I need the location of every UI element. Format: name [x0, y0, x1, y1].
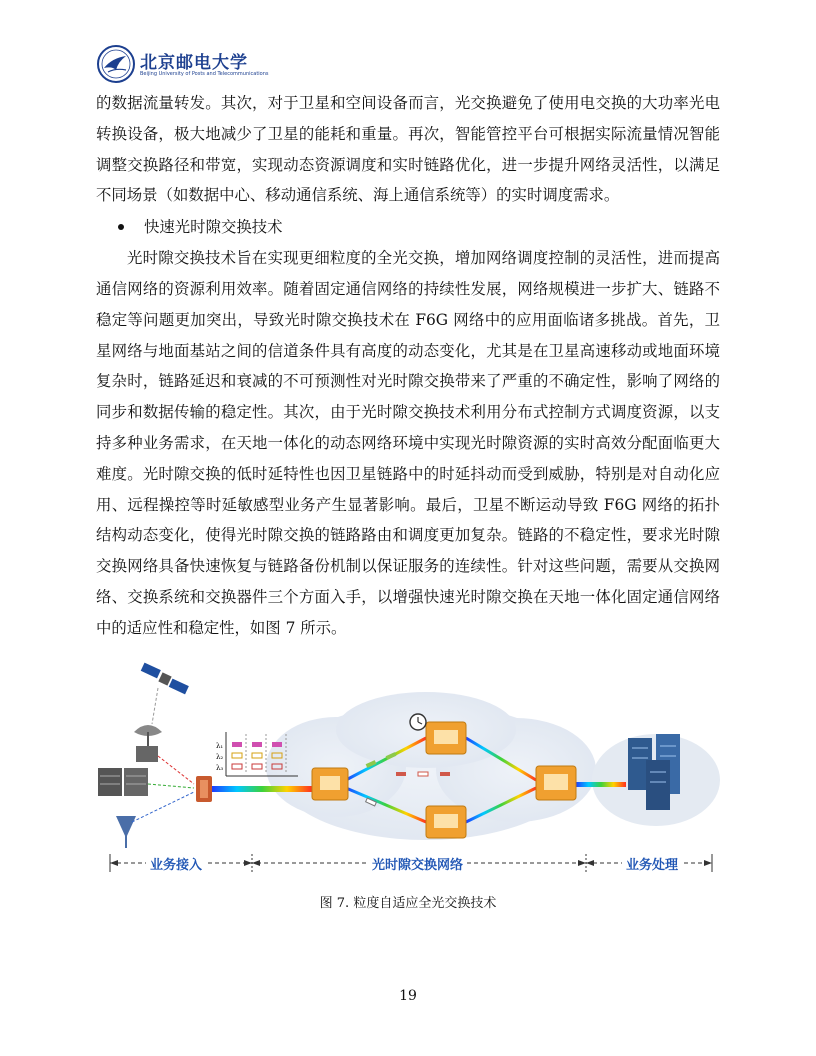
label-optical-slot-network: 光时隙交换网络 — [368, 854, 467, 873]
multiplexer-icon — [196, 776, 212, 802]
university-name-en: Beijing University of Posts and Telecommunications — [140, 71, 269, 77]
label-service-access: 业务接入 — [146, 854, 206, 873]
optical-switch-ingress — [312, 768, 348, 800]
bullet-icon — [118, 224, 124, 230]
figure-7-diagram — [96, 662, 720, 882]
page-number: 19 — [399, 988, 417, 1004]
optical-switch-bottom — [426, 806, 466, 838]
optical-switch-egress — [536, 766, 576, 800]
satellite-icon — [141, 663, 189, 695]
figure-7 — [96, 662, 720, 882]
bullet-heading — [96, 211, 720, 243]
university-emblem-icon — [96, 44, 136, 84]
data-center-icon — [98, 768, 148, 796]
paragraph-continued: 的数据流量转发。其次，对于卫星和空间设备而言，光交换避免了使用电交换的大功率光电转换设备，极大地减少了卫星的能耗和重量。再次，智能管控平台可根据实际流量情况智能调整交换路径和带宽，实现动态资源调度和实时链路优化，进一步提升网络灵活性，以满足不同场景（如数据中心、移动通信系统、海上通信系统等）的实时调度需求。 — [96, 94, 720, 205]
wavelength-label-1: λ₁ — [216, 742, 224, 750]
bullet-heading-text: 快速光时隙交换技术 — [144, 218, 283, 237]
clock-icon — [410, 714, 426, 730]
university-name: 北京邮电大学 — [140, 53, 248, 73]
paragraph-optical-slot-switching: 光时隙交换技术旨在实现更细粒度的全光交换，增加网络调度控制的灵活性，进而提高通信网络的资源利用效率。随着固定通信网络的持续性发展，网络规模进一步扩大、链路不稳定等问题更加突出，导致光时隙交换技术在 F6G 网络中的应用面临诸多挑战。首先，卫星网络与地面基站之间的信道条件具有高度的动态变化，尤其是在卫星高速移动或地面环境复杂时，链路延迟和衰减的不可预测性对光时隙交换带来了严重的不确定性，影响了网络的同步和数据传输的稳定性。其次，由于光时隙交换技术利用分布式控制方式调度资源，以支持多种业务需求，在天地一体化的动态网络环境中实现光时隙资源的实时高效分配面临更大难度。光时隙交换的低时延特性也因卫星链路中的时延抖动而受到威胁，特别是对自动化应用、远程操控等时延敏感型业务产生显著影响。最后，卫星不断运动导致 F6G 网络的拓扑结构动态变化，使得光时隙交换的链路路由和调度更加复杂。链路的不稳定性，要求光时隙交换网络具备快速恢复与链路备份机制以保证服务的连续性。针对这些问题，需要从交换网络、交换系统和交换器件三个方面入手，以增强快速光时隙交换在天地一体化固定通信网络中的适应性和稳定性，如图 7 所示。 — [96, 249, 720, 637]
page-content — [96, 88, 720, 644]
figure-caption: 图 7. 粒度自适应全光交换技术 — [319, 896, 497, 911]
header-logo — [96, 44, 296, 88]
wavelength-label-2: λ₂ — [216, 753, 224, 761]
label-service-processing: 业务处理 — [622, 854, 682, 873]
base-station-icon — [116, 816, 136, 848]
wavelength-label-3: λ₃ — [216, 764, 224, 772]
optical-switch-top — [426, 722, 466, 754]
